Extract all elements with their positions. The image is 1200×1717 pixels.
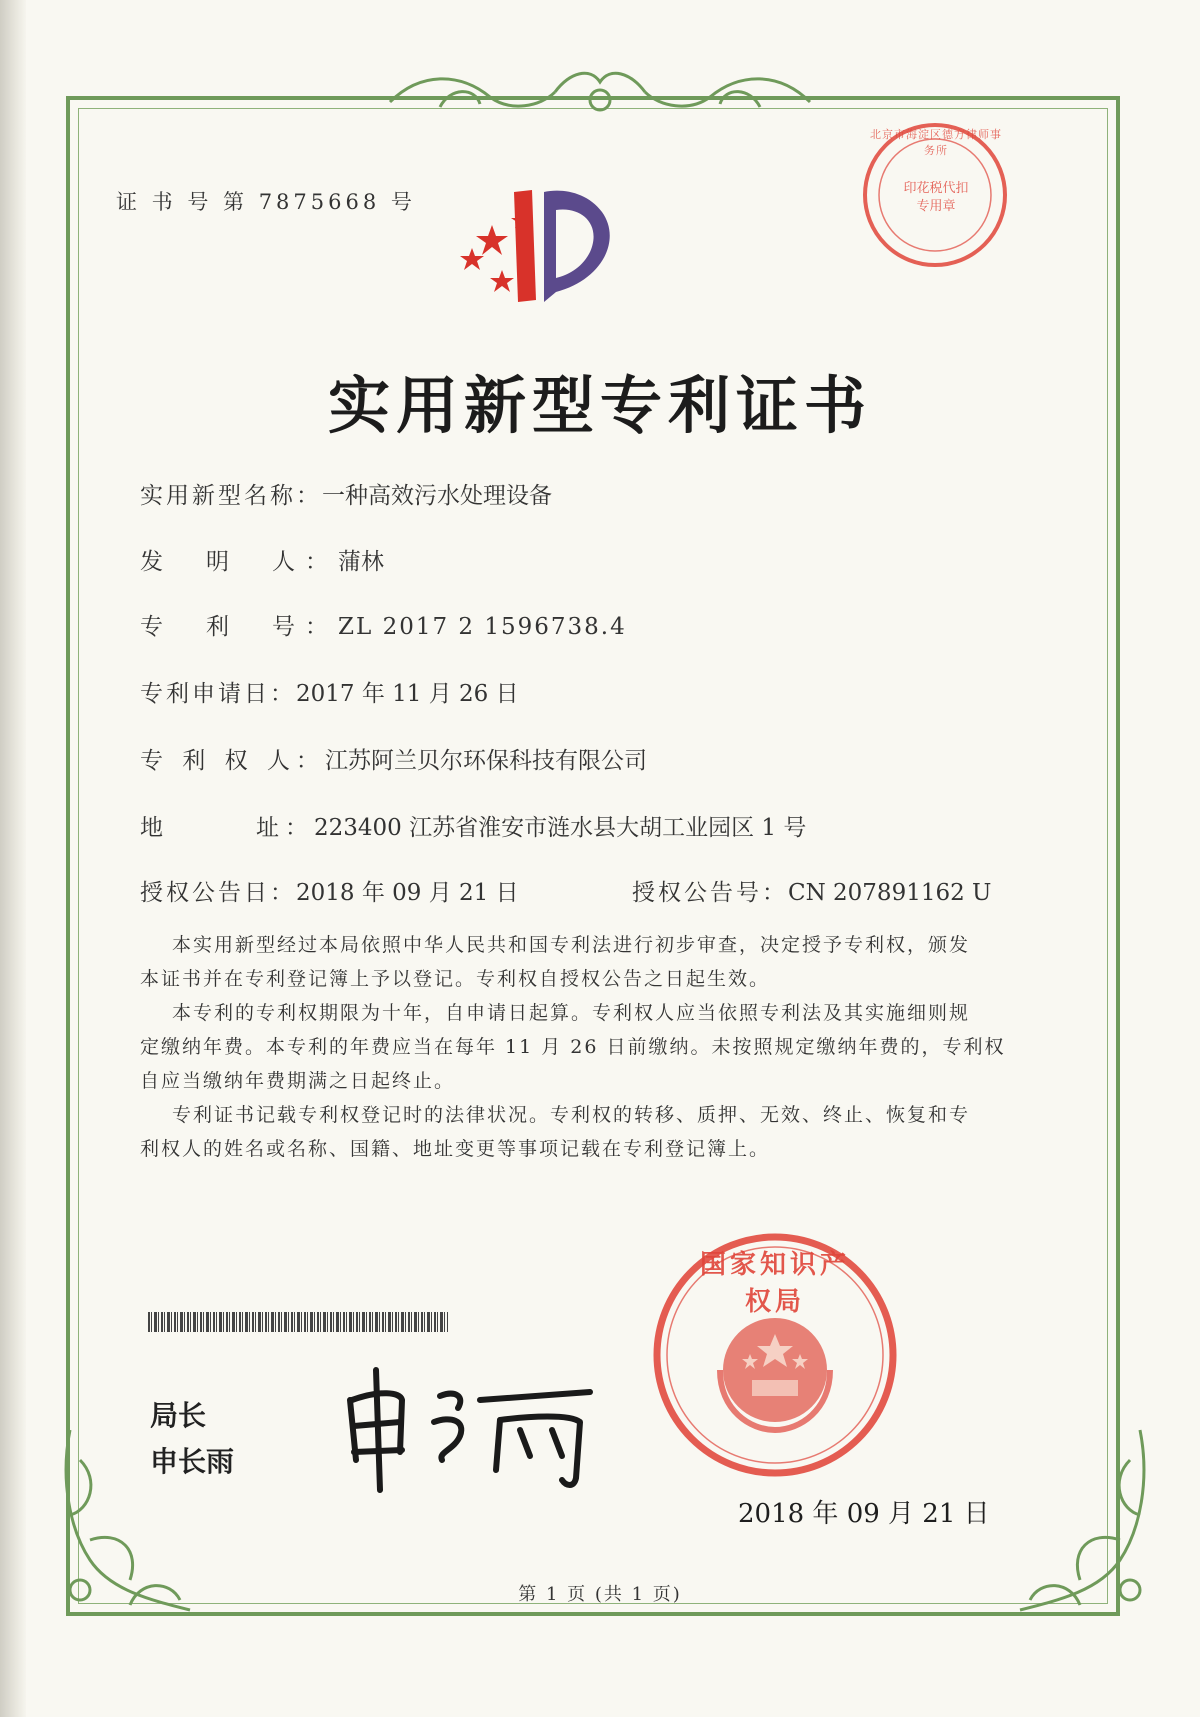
binding-spine	[0, 0, 26, 1717]
page-footer: 第 1 页 (共 1 页)	[518, 1584, 682, 1605]
bottom-right-ornament	[1000, 1420, 1160, 1640]
field-value: 江苏阿兰贝尔环保科技有限公司	[324, 748, 647, 774]
director-signature	[330, 1360, 620, 1500]
field-application-date	[140, 675, 519, 708]
field-utility-model-name	[140, 477, 552, 510]
field-grant-date	[140, 874, 519, 907]
field-label: 专 利 号：	[140, 614, 338, 640]
certificate-number: 证 书 号 第 7875668 号	[116, 190, 416, 214]
field-value: 2017 年 11 月 26 日	[296, 681, 519, 707]
field-label: 发 明 人：	[140, 549, 338, 575]
director-title: 局长	[150, 1399, 207, 1432]
seal-text: 国家知识产权局	[699, 1250, 850, 1317]
field-label: 地 址：	[140, 815, 314, 841]
field-value: ZL 2017 2 1596738.4	[338, 614, 627, 640]
director-name: 申长雨	[150, 1445, 235, 1478]
field-patentee	[140, 742, 647, 775]
field-value: 蒲林	[338, 549, 384, 575]
field-address	[140, 809, 806, 842]
agency-stamp-inner-text: 印花税代扣专用章	[903, 181, 969, 214]
field-label: 实用新型名称：	[140, 483, 322, 509]
top-ornament	[380, 62, 820, 122]
body-line-6: 专利证书记载专利权登记时的法律状况。专利权的转移、质押、无效、终止、恢复和专	[172, 1104, 971, 1126]
patent-office-logo-icon	[452, 170, 632, 320]
body-line-5: 自应当缴纳年费期满之日起终止。	[140, 1070, 456, 1092]
field-value: 2018 年 09 月 21 日	[296, 880, 519, 906]
field-inventor	[140, 543, 384, 576]
field-label: 专 利 权 人：	[140, 748, 325, 774]
seal-date: 2018 年 09 月 21 日	[738, 1499, 990, 1529]
field-label: 授权公告日：	[140, 880, 296, 906]
body-line-2: 本证书并在专利登记簿上予以登记。专利权自授权公告之日起生效。	[140, 968, 771, 990]
field-announcement-number	[632, 874, 991, 907]
page-title: 实用新型专利证书	[327, 369, 872, 442]
body-line-4: 定缴纳年费。本专利的年费应当在每年 11 月 26 日前缴纳。未按照规定缴纳年费的，专利权	[140, 1036, 1006, 1058]
agency-stamp-ring-text: 北京市海淀区德方律师事务所	[870, 128, 1002, 157]
barcode	[148, 1312, 448, 1332]
body-line-3: 本专利的专利权期限为十年，自申请日起算。专利权人应当依照专利法及其实施细则规	[172, 1002, 971, 1024]
field-label: 授权公告号：	[632, 880, 788, 906]
field-patent-number	[140, 608, 627, 641]
body-line-7: 利权人的姓名或名称、国籍、地址变更等事项记载在专利登记簿上。	[140, 1138, 771, 1160]
field-label: 专利申请日：	[140, 681, 296, 707]
field-value: 223400 江苏省淮安市涟水县大胡工业园区 1 号	[314, 815, 807, 841]
body-line-1: 本实用新型经过本局依照中华人民共和国专利法进行初步审查，决定授予专利权，颁发	[172, 934, 971, 956]
field-value: 一种高效污水处理设备	[322, 483, 552, 509]
field-value: CN 207891162 U	[788, 880, 992, 906]
